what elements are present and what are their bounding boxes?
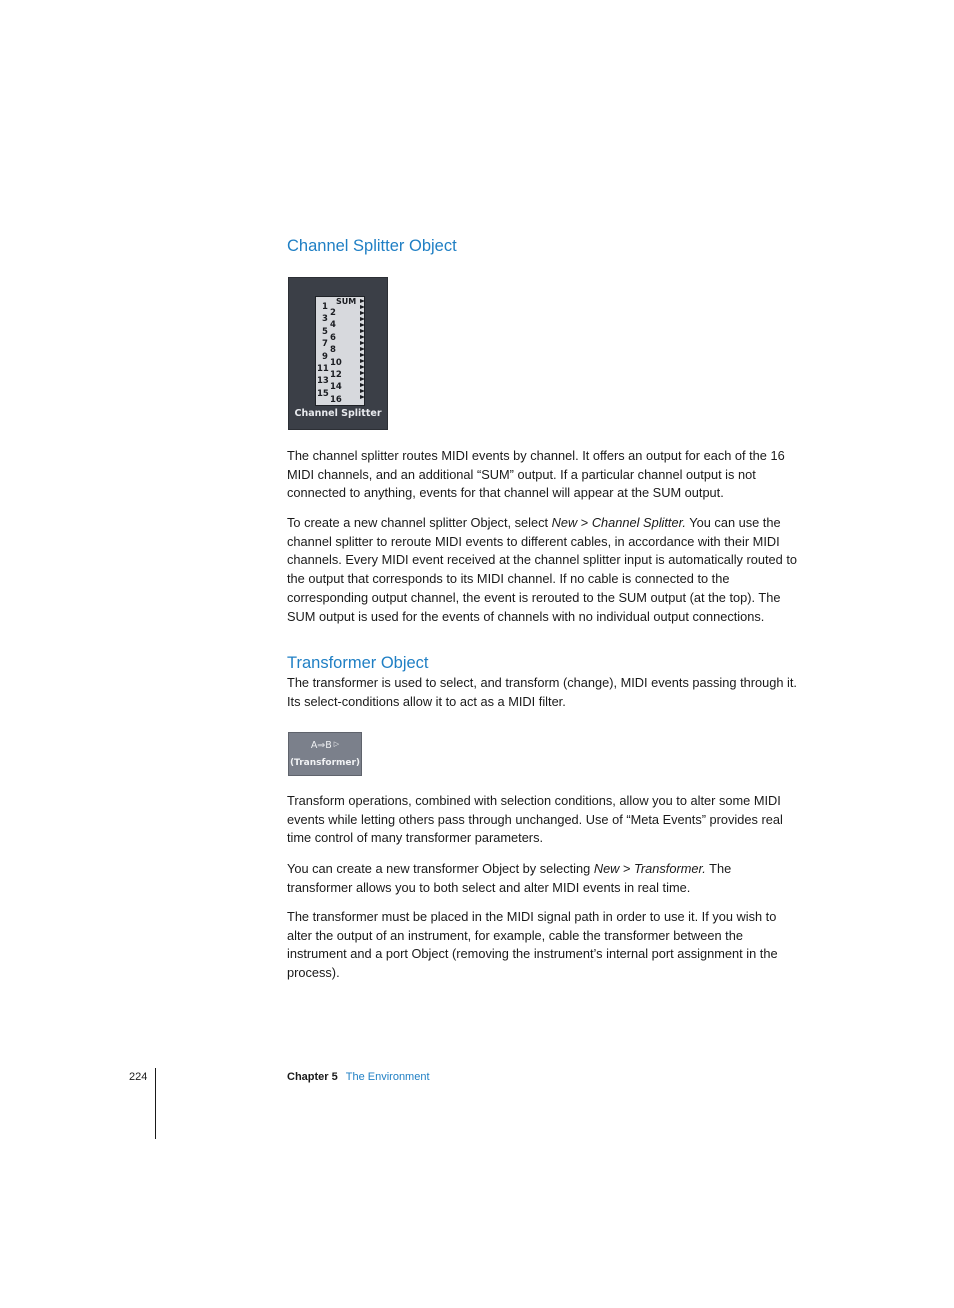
paragraph-transformer-2: Transform operations, combined with selection conditions, allow you to alter some MIDI events while letting others pass through unchanged. Use of “Meta Events” provides real time control of many transformer parameters. [287,793,783,846]
channel-number: 3 [322,314,328,325]
output-arrow-icon [360,323,365,327]
section-heading-channel-splitter: Channel Splitter Object [287,237,457,255]
channel-splitter-caption: Channel Splitter [294,408,382,419]
channel-splitter-figure [288,277,388,430]
paragraph-splitter-2 [287,514,797,626]
output-arrow-icon [360,299,365,303]
menu-new: New [551,515,578,530]
output-arrow-icon [360,329,365,333]
menu-new: New [593,861,620,876]
channel-number: 11 [317,364,329,374]
channel-number: 4 [330,320,336,331]
transformer-symbol-text: A⇒B [310,740,332,751]
channel-number: 2 [330,308,336,318]
output-arrow-icon [360,371,365,375]
text-run: You can create a new transformer Object by selecting [287,861,594,876]
channel-number: 13 [317,376,329,387]
output-arrow-icon [360,311,365,315]
channel-number: 14 [330,382,342,393]
text-run: You can use the channel splitter to reroute MIDI events to different cables, in accordance with their MIDI channels. Every MIDI event received at the channel splitter input is automatically routed to the output that corresponds to its MIDI channel. If no cable is connected to the corresponding output channel, the event is rerouted to the SUM output (at the top). The SUM output is used for the events of channels with no individual output connections. [287,515,798,624]
paragraph-transformer-1: The transformer is used to select, and transform (change), MIDI events passing through it. Its select-conditions allow it to act as a MIDI filter. [287,675,797,709]
channel-number: 10 [330,357,342,368]
output-arrow-icon [360,305,365,309]
channel-number: 9 [322,351,328,362]
output-arrow-icon [360,341,365,345]
output-arrow-icon [360,383,365,387]
text-run: > [619,861,635,876]
sum-label: SUM [336,297,357,306]
output-arrow-icon: ▷ [333,740,340,748]
text-run: The transformer allows you to both select and alter MIDI events in real time. [287,861,732,895]
channel-number: 6 [330,332,336,343]
output-arrow-icon [360,353,365,357]
paragraph-transformer-4: The transformer must be placed in the MIDI signal path in order to use it. If you wish to alter the output of an instrument, for example, cable the transformer between the instrument and a port Object (removing the instrument’s internal port assignment in the process). [287,909,778,981]
menu-transformer: Transformer. [634,861,706,876]
output-arrow-icon [360,359,365,363]
channel-number: 16 [330,394,342,405]
channel-number: 15 [317,388,329,399]
channel-number: 8 [330,345,336,356]
chapter-title: The Environment [345,1071,430,1083]
output-arrow-icon [360,317,365,321]
text-run: To create a new channel splitter Object, select [287,515,552,530]
page-number: 224 [129,1071,148,1083]
channel-number: 1 [322,302,328,312]
output-arrow-icon [360,389,365,393]
output-arrow-icon [360,365,365,369]
transformer-symbol [289,740,361,751]
text-run: > [577,515,592,530]
footer-chapter [287,1071,430,1083]
output-arrow-icon [360,335,365,339]
menu-channel-splitter: Channel Splitter. [591,515,686,530]
channel-number: 12 [330,370,342,380]
chapter-label: Chapter 5 [287,1071,338,1083]
channel-number: 5 [322,326,328,337]
output-arrow-icon [360,377,365,381]
transformer-caption: (Transformer) [289,758,361,768]
transformer-figure [288,732,362,776]
output-arrow-icon [360,347,365,351]
paragraph-transformer-3 [287,860,797,897]
section-heading-transformer: Transformer Object [287,654,429,672]
output-arrow-icon [360,395,365,399]
channel-number: 7 [322,339,328,350]
paragraph-splitter-1: The channel splitter routes MIDI events by channel. It offers an output for each of the 16 MIDI channels, and an additional “SUM” output. If a particular channel output is not connected to anything, events for that channel will appear at the SUM output. [287,448,785,501]
footer-rule [155,1068,156,1139]
